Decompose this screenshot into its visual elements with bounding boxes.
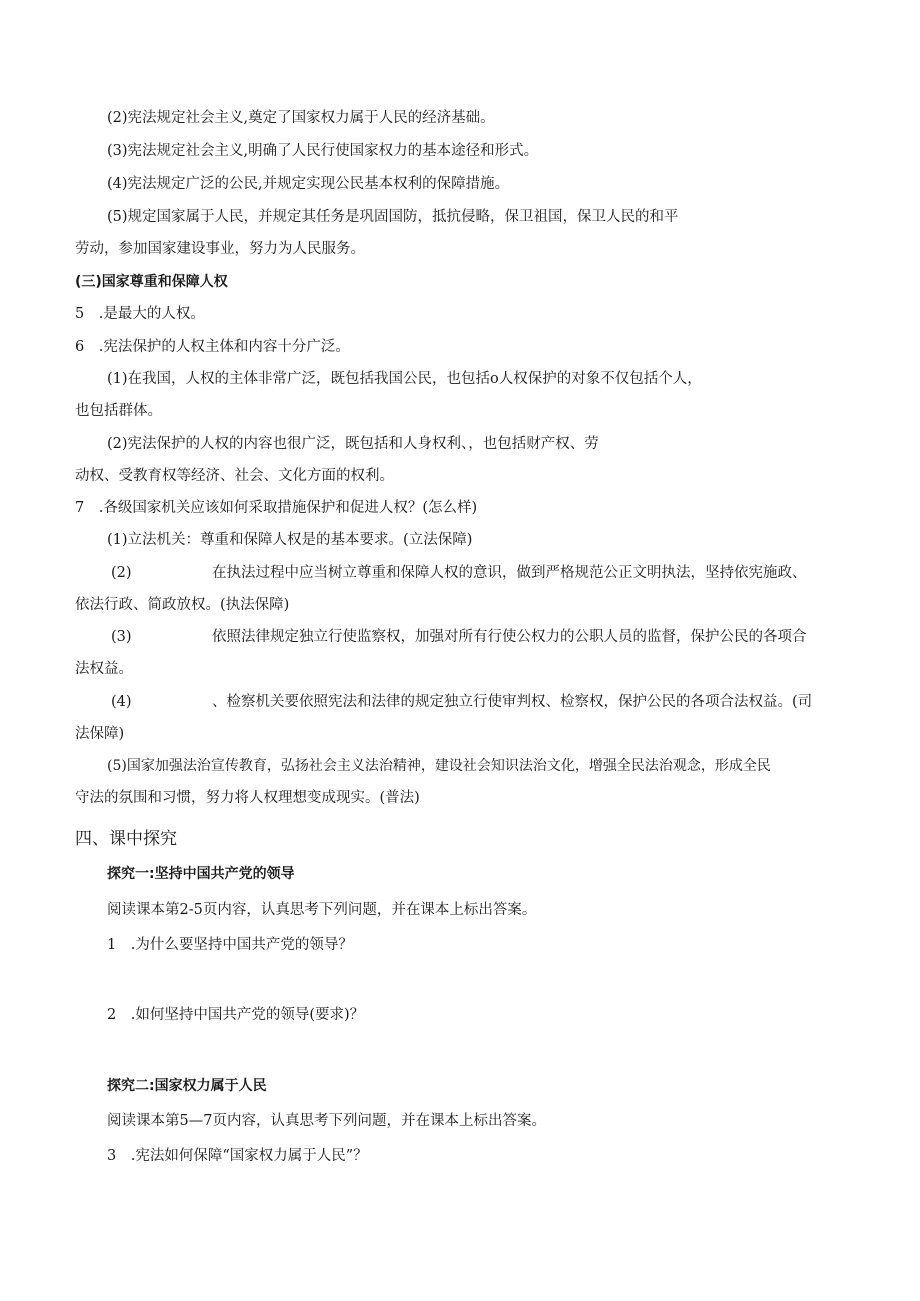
numbered-item: 5 .是最大的人权。 xyxy=(75,306,205,322)
text-line: (1)立法机关：尊重和保障人权是的基本要求。(立法保障) xyxy=(107,532,473,548)
numbered-item: 7 .各级国家机关应该如何采取措施保护和促进人权？(怎么样) xyxy=(75,500,478,516)
text-line: 阅读课本第2-5页内容，认真思考下列问题，并在课本上标出答案。 xyxy=(107,902,537,918)
text-line: 阅读课本第5—7页内容，认真思考下列问题，并在课本上标出答案。 xyxy=(107,1113,546,1129)
section-heading: (三)国家尊重和保障人权 xyxy=(75,274,228,290)
text-line: 守法的氛围和习惯，努力将人权理想变成现实。(普法) xyxy=(75,790,420,806)
text-line: 法权益。 xyxy=(75,661,133,677)
chapter-heading: 四、课中探究 xyxy=(75,829,177,849)
text-line: (5)规定国家属于人民，并规定其任务是巩固国防，抵抗侵略，保卫祖国，保卫人民的和平 xyxy=(107,209,679,225)
text-line: (5)国家加强法治宣传教育，弘扬社会主义法治精神，建设社会知识法治文化，增强全民法治观念，形成全民 xyxy=(107,758,771,774)
numbered-item: 6 .宪法保护的人权主体和内容十分广泛。 xyxy=(75,339,350,355)
text-line: (2)宪法规定社会主义,奠定了国家权力属于人民的经济基础。 xyxy=(107,110,495,126)
text-line: 也包括群体。 xyxy=(75,403,162,419)
text-line: 依照法律规定独立行使监察权，加强对所有行使公权力的公职人员的监督，保护公民的各项合 xyxy=(212,629,807,645)
text-line: 劳动，参加国家建设事业，努力为人民服务。 xyxy=(75,241,365,257)
subsection-heading: 探究一:坚持中国共产党的领导 xyxy=(107,866,295,882)
text-line: 依法行政、简政放权。(执法保障) xyxy=(75,597,290,613)
text-line: (3)宪法规定社会主义,明确了人民行使国家权力的基本途径和形式。 xyxy=(107,143,539,159)
text-line: (1)在我国，人权的主体非常广泛，既包括我国公民，也包括o人权保护的对象不仅包括个人， xyxy=(107,371,702,387)
question-item: 3 .宪法如何保障“国家权力属于人民”？ xyxy=(107,1148,368,1164)
text-line: 、检察机关要依照宪法和法律的规定独立行使审判权、检察权，保护公民的各项合法权益。(司 xyxy=(212,694,813,710)
item-label: (3) xyxy=(111,629,132,645)
text-line: 法保障) xyxy=(75,726,125,742)
item-label: (2) xyxy=(111,565,132,581)
question-item: 2 .如何坚持中国共产党的领导(要求)？ xyxy=(107,1007,365,1023)
subsection-heading: 探究二:国家权力属于人民 xyxy=(107,1078,267,1094)
text-line: 在执法过程中应当树立尊重和保障人权的意识，做到严格规范公正文明执法，坚持依宪施政、 xyxy=(212,565,807,581)
text-line: 动权、受教育权等经济、社会、文化方面的权利。 xyxy=(75,468,394,484)
item-label: (4) xyxy=(111,694,132,710)
text-line: (2)宪法保护的人权的内容也很广泛，既包括和人身权利、，也包括财产权、劳 xyxy=(107,436,599,452)
question-item: 1 .为什么要坚持中国共产党的领导？ xyxy=(107,937,353,953)
text-line: (4)宪法规定广泛的公民,并规定实现公民基本权利的保障措施。 xyxy=(107,176,510,192)
